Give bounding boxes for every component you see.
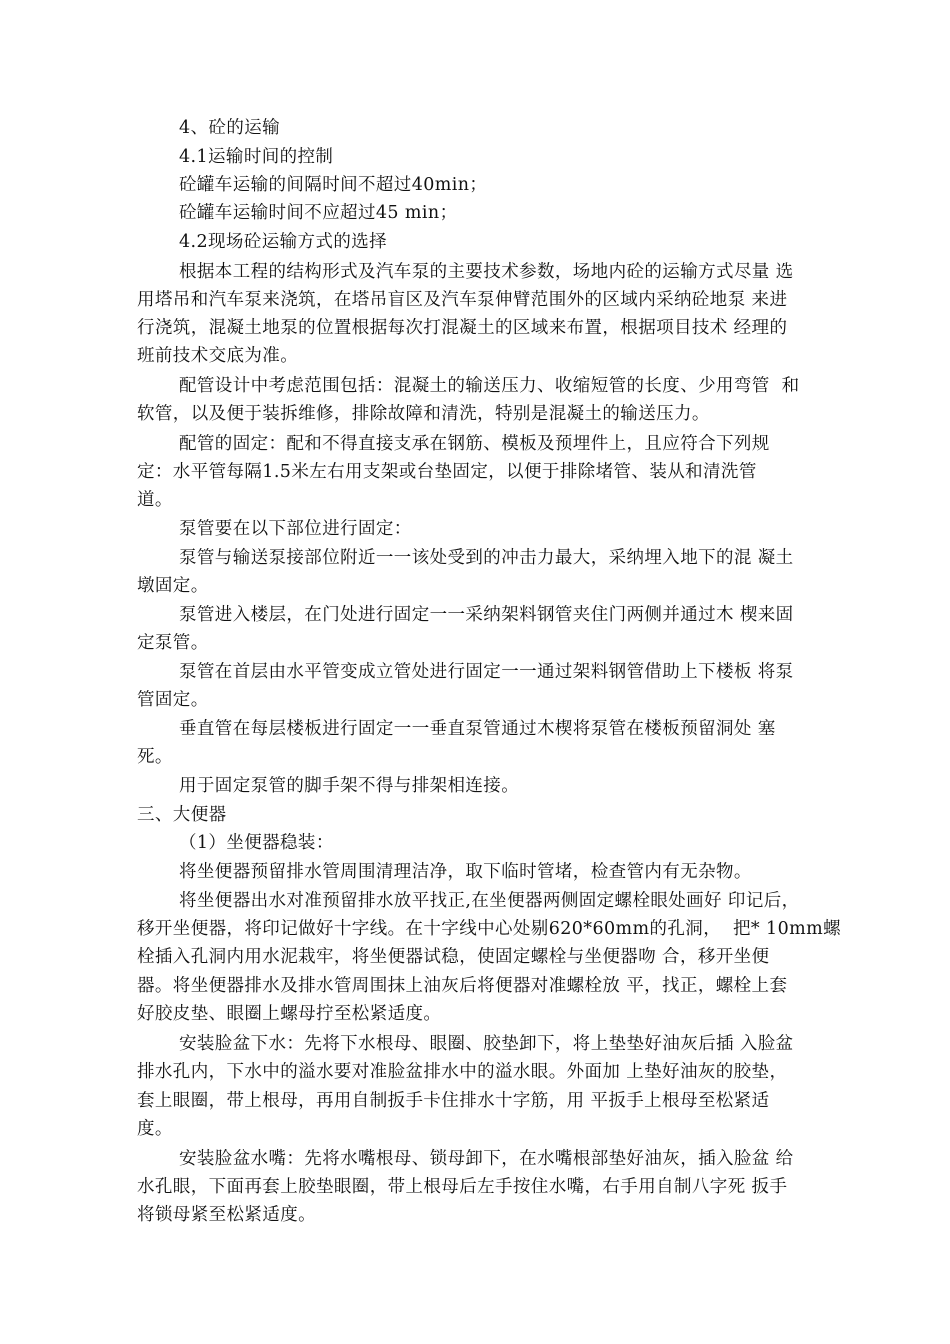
paragraph-line: 安装脸盆下水：先将下水根母、眼圈、胶垫卸下，将上垫垫好油灰后插 入脸盆: [179, 1034, 794, 1054]
paragraph-line: 泵管进入楼层，在门处进行固定一一采纳架料钢管夹住门两侧并通过木 楔来固: [179, 605, 794, 625]
subheading-transport-time: 4.1运输时间的控制: [179, 147, 334, 167]
paragraph-line: 配管设计中考虑范围包括：混凝土的输送压力、收缩短管的长度、少用弯管 和: [179, 376, 800, 396]
paragraph-line: 安装脸盆水嘴：先将水嘴根母、锁母卸下，在水嘴根部垫好油灰，插入脸盆 给: [179, 1149, 794, 1169]
paragraph-line: 度。: [137, 1119, 173, 1139]
paragraph-line: 用于固定泵管的脚手架不得与排架相连接。: [179, 776, 520, 796]
subheading-toilet-install: （1）坐便器稳装：: [179, 833, 334, 853]
text-line: 砼罐车运输时间不应超过45 min；: [179, 203, 458, 223]
paragraph-line: 定：水平管每隔1.5米左右用支架或台垫固定，以便于排除堵管、装从和清洗管: [137, 462, 757, 482]
paragraph-line: 行浇筑，混凝土地泵的位置根据每次打混凝土的区域来布置，根据项目技术 经理的: [137, 318, 788, 338]
paragraph-line: 泵管在首层由水平管变成立管处进行固定一一通过架料钢管借助上下楼板 将泵: [179, 662, 794, 682]
heading-concrete-transport: 4、砼的运输: [179, 118, 281, 138]
paragraph-line: 泵管要在以下部位进行固定：: [179, 519, 412, 539]
paragraph-line: 将坐便器出水对准预留排水放平找正,在坐便器两侧固定螺栓眼处画好 印记后，: [179, 891, 800, 911]
paragraph-line: 道。: [137, 490, 173, 510]
paragraph-line: 泵管与输送泵接部位附近一一该处受到的冲击力最大，采纳埋入地下的混 凝土: [179, 548, 794, 568]
heading-toilet: 三、大便器: [137, 805, 227, 825]
paragraph-line: 根据本工程的结构形式及汽车泵的主要技术参数，场地内砼的运输方式尽量 选: [179, 262, 794, 282]
paragraph-line: 将锁母紧至松紧适度。: [137, 1205, 316, 1225]
paragraph-line: 好胶皮垫、眼圈上螺母拧至松紧适度。: [137, 1004, 442, 1024]
paragraph-line: 用塔吊和汽车泵来浇筑，在塔吊盲区及汽车泵伸臂范围外的区域内采纳砼地泵 来进: [137, 290, 788, 310]
paragraph-line: 管固定。: [137, 690, 209, 710]
paragraph-line: 套上眼圈，带上根母，再用自制扳手卡住排水十字筋，用 平扳手上根母至松紧适: [137, 1091, 770, 1111]
paragraph-line: 软管，以及便于装拆维修，排除故障和清洗，特别是混凝土的输送压力。: [137, 404, 710, 424]
subheading-transport-method: 4.2现场砼运输方式的选择: [179, 232, 388, 252]
paragraph-line: 水孔眼，下面再套上胶垫眼圈，带上根母后左手按住水嘴，右手用自制八字死 扳手: [137, 1177, 788, 1197]
paragraph-line: 墩固定。: [137, 576, 209, 596]
paragraph-line: 器。将坐便器排水及排水管周围抹上油灰后将便器对准螺栓放 平，找正，螺栓上套: [137, 976, 788, 996]
paragraph-line: 班前技术交底为准。: [137, 346, 299, 366]
paragraph-line: 排水孔内，下水中的溢水要对准脸盆排水中的溢水眼。外面加 上垫好油灰的胶垫，: [137, 1062, 788, 1082]
paragraph-line: 配管的固定：配和不得直接支承在钢筋、模板及预埋件上，且应符合下列规: [179, 434, 770, 454]
paragraph-line: 栓插入孔洞内用水泥栽牢，将坐便器试稳，使固定螺栓与坐便器吻 合，移开坐便: [137, 947, 770, 967]
text-line: 砼罐车运输的间隔时间不超过40min；: [179, 175, 488, 195]
paragraph-line: 移开坐便器，将印记做好十字线。在十字线中心处剔620*60mm的孔洞， 把* 10mm螺: [137, 919, 842, 939]
paragraph-line: 垂直管在每层楼板进行固定一一垂直泵管通过木楔将泵管在楼板预留洞处 塞: [179, 719, 776, 739]
paragraph-line: 定泵管。: [137, 633, 209, 653]
paragraph-line: 死。: [137, 747, 173, 767]
paragraph-line: 将坐便器预留排水管周围清理洁净，取下临时管堵，检查管内有无杂物。: [179, 862, 752, 882]
